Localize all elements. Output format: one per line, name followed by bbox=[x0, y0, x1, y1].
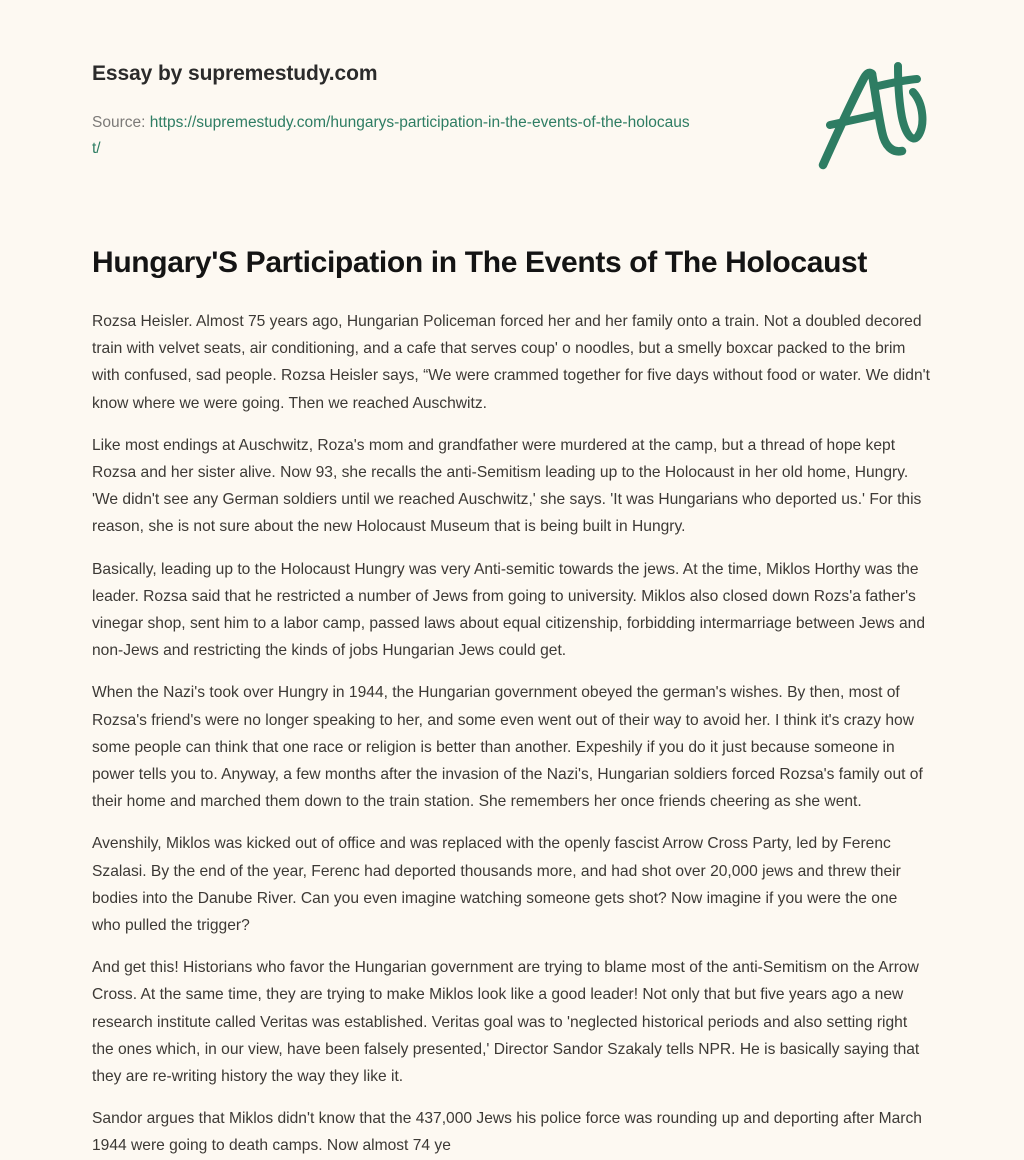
page-title: Hungary'S Participation in The Events of The Holocaust bbox=[92, 246, 868, 279]
article-paragraph: Avenshily, Miklos was kicked out of office and was replaced with the openly fascist Arrow Cross Party, led by Ferenc Szalasi. By the end of the year, Ferenc had deported thousands more, and had shot over 20,000 jews and threw their bodies into the Danube River. Can you even imagine watching someone gets shot? Now imagine if you were the one who pulled the trigger? bbox=[92, 835, 901, 935]
article-paragraph: And get this! Historians who favor the Hungarian government are trying to blame most of the anti-Semitism on the Arrow Cross. At the same time, they are trying to make Miklos look like a good leader! Not only that but five years ago a new research institute called Veritas was established. Veritas goal was to 'neglected historical periods and also setting right the ones which, in our view, have been falsely presented,' Director Sandor Szakaly tells NPR. He is basically saying that they are re-writing history the way they like it. bbox=[92, 959, 920, 1086]
source-label: Source: bbox=[92, 114, 146, 131]
article-paragraph: Rozsa Heisler. Almost 75 years ago, Hungarian Policeman forced her and her family onto a train. Not a doubled decored train with velvet seats, air conditioning, and a cafe that serves coup' o noodles, but a smelly boxcar packed to the brim with confused, sad people. Rozsa Heisler says, “We were crammed together for five days without food or water. We didn't know where we were going. Then we reached Auschwitz. bbox=[92, 313, 930, 412]
source-line bbox=[92, 110, 692, 162]
a-plus-logo-icon bbox=[812, 52, 942, 177]
article-paragraph: Sandor argues that Miklos didn't know that the 437,000 Jews his police force was rounding up and deporting after March 1944 were going to death camps. Now almost 74 ye bbox=[92, 1110, 922, 1155]
page-header bbox=[0, 0, 1024, 200]
article-paragraph: When the Nazi's took over Hungry in 1944, the Hungarian government obeyed the german's wishes. By then, most of Rozsa's friend's were no longer speaking to her, and some even went out of their way to avoid her. I think it's crazy how some people can think that one race or religion is better than another. Expeshily if you do it just because someone in power tells you to. Anyway, a few months after the invasion of the Nazi's, Hungarian soldiers forced Rozsa's family out of their home and marched them down to the train station. She remembers her once friends cheering as she went. bbox=[92, 684, 923, 811]
article bbox=[92, 244, 930, 1160]
article-paragraph: Basically, leading up to the Holocaust Hungry was very Anti-semitic towards the jews. At the time, Miklos Horthy was the leader. Rozsa said that he restricted a number of Jews from going to university. Miklos also closed down Rozs'a father's vinegar shop, sent him to a labor camp, passed laws about equal citizenship, forbidding intermarriage between Jews and non-Jews and restricting the kinds of jobs Hungarian Jews could get. bbox=[92, 560, 926, 660]
source-url-link[interactable]: https://supremestudy.com/hungarys-participation-in-the-events-of-the-holocaust/ bbox=[92, 114, 690, 157]
article-paragraph: Like most endings at Auschwitz, Roza's mom and grandfather were murdered at the camp, but a thread of hope kept Rozsa and her sister alive. Now 93, she recalls the anti-Semitism leading up to the Holocaust in her old home, Hungry. 'We didn't see any German soldiers until we reached Auschwitz,' she says. 'It was Hungarians who deported us.' For this reason, she is not sure about the new Holocaust Museum that is being built in Hungry. bbox=[92, 436, 922, 536]
article-body bbox=[92, 308, 930, 1160]
brand-title: Essay by supremestudy.com bbox=[92, 62, 378, 85]
a-plus-logo-svg bbox=[812, 52, 942, 177]
